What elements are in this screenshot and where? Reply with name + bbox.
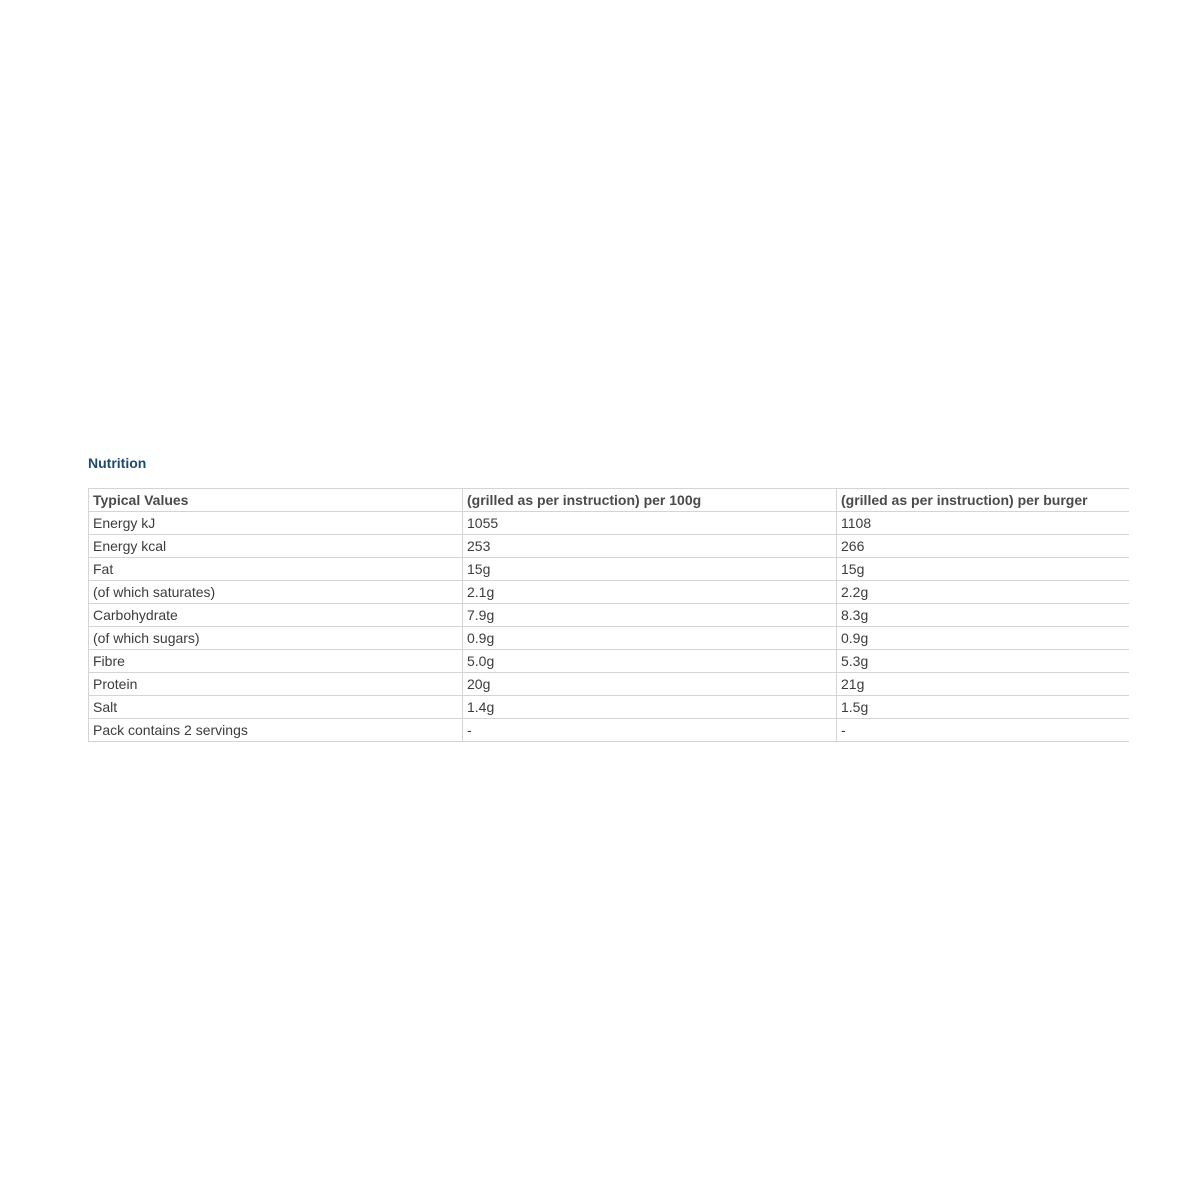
row-label: Salt — [89, 696, 463, 719]
table-row — [89, 535, 1129, 558]
row-per-100g: 2.1g — [463, 581, 837, 604]
row-label: Fat — [89, 558, 463, 581]
row-per-burger: 2.2g — [837, 581, 1129, 604]
nutrition-table — [88, 488, 1129, 742]
table-row — [89, 604, 1129, 627]
row-per-100g: 15g — [463, 558, 837, 581]
row-label: (of which saturates) — [89, 581, 463, 604]
row-label: Energy kcal — [89, 535, 463, 558]
table-row — [89, 627, 1129, 650]
row-label: Pack contains 2 servings — [89, 719, 463, 742]
header-per-burger: (grilled as per instruction) per burger — [837, 489, 1129, 512]
row-per-burger: 0.9g — [837, 627, 1129, 650]
row-per-100g: - — [463, 719, 837, 742]
row-per-100g: 7.9g — [463, 604, 837, 627]
table-row — [89, 512, 1129, 535]
row-per-burger: 21g — [837, 673, 1129, 696]
row-per-100g: 20g — [463, 673, 837, 696]
table-row — [89, 719, 1129, 742]
table-row — [89, 673, 1129, 696]
row-per-burger: 8.3g — [837, 604, 1129, 627]
row-per-burger: 1108 — [837, 512, 1129, 535]
row-per-burger: 1.5g — [837, 696, 1129, 719]
row-per-100g: 253 — [463, 535, 837, 558]
table-row — [89, 558, 1129, 581]
row-per-burger: 5.3g — [837, 650, 1129, 673]
row-label: Carbohydrate — [89, 604, 463, 627]
row-label: Energy kJ — [89, 512, 463, 535]
row-per-100g: 1.4g — [463, 696, 837, 719]
row-per-burger: 266 — [837, 535, 1129, 558]
table-row — [89, 696, 1129, 719]
header-per-100g: (grilled as per instruction) per 100g — [463, 489, 837, 512]
nutrition-section — [88, 454, 1128, 742]
row-label: Fibre — [89, 650, 463, 673]
row-per-100g: 5.0g — [463, 650, 837, 673]
row-per-burger: - — [837, 719, 1129, 742]
table-row — [89, 581, 1129, 604]
section-title: Nutrition — [88, 455, 147, 471]
row-label: (of which sugars) — [89, 627, 463, 650]
table-header-row — [89, 489, 1129, 512]
row-per-100g: 0.9g — [463, 627, 837, 650]
row-label: Protein — [89, 673, 463, 696]
row-per-burger: 15g — [837, 558, 1129, 581]
row-per-100g: 1055 — [463, 512, 837, 535]
table-row — [89, 650, 1129, 673]
header-typical-values: Typical Values — [89, 489, 463, 512]
